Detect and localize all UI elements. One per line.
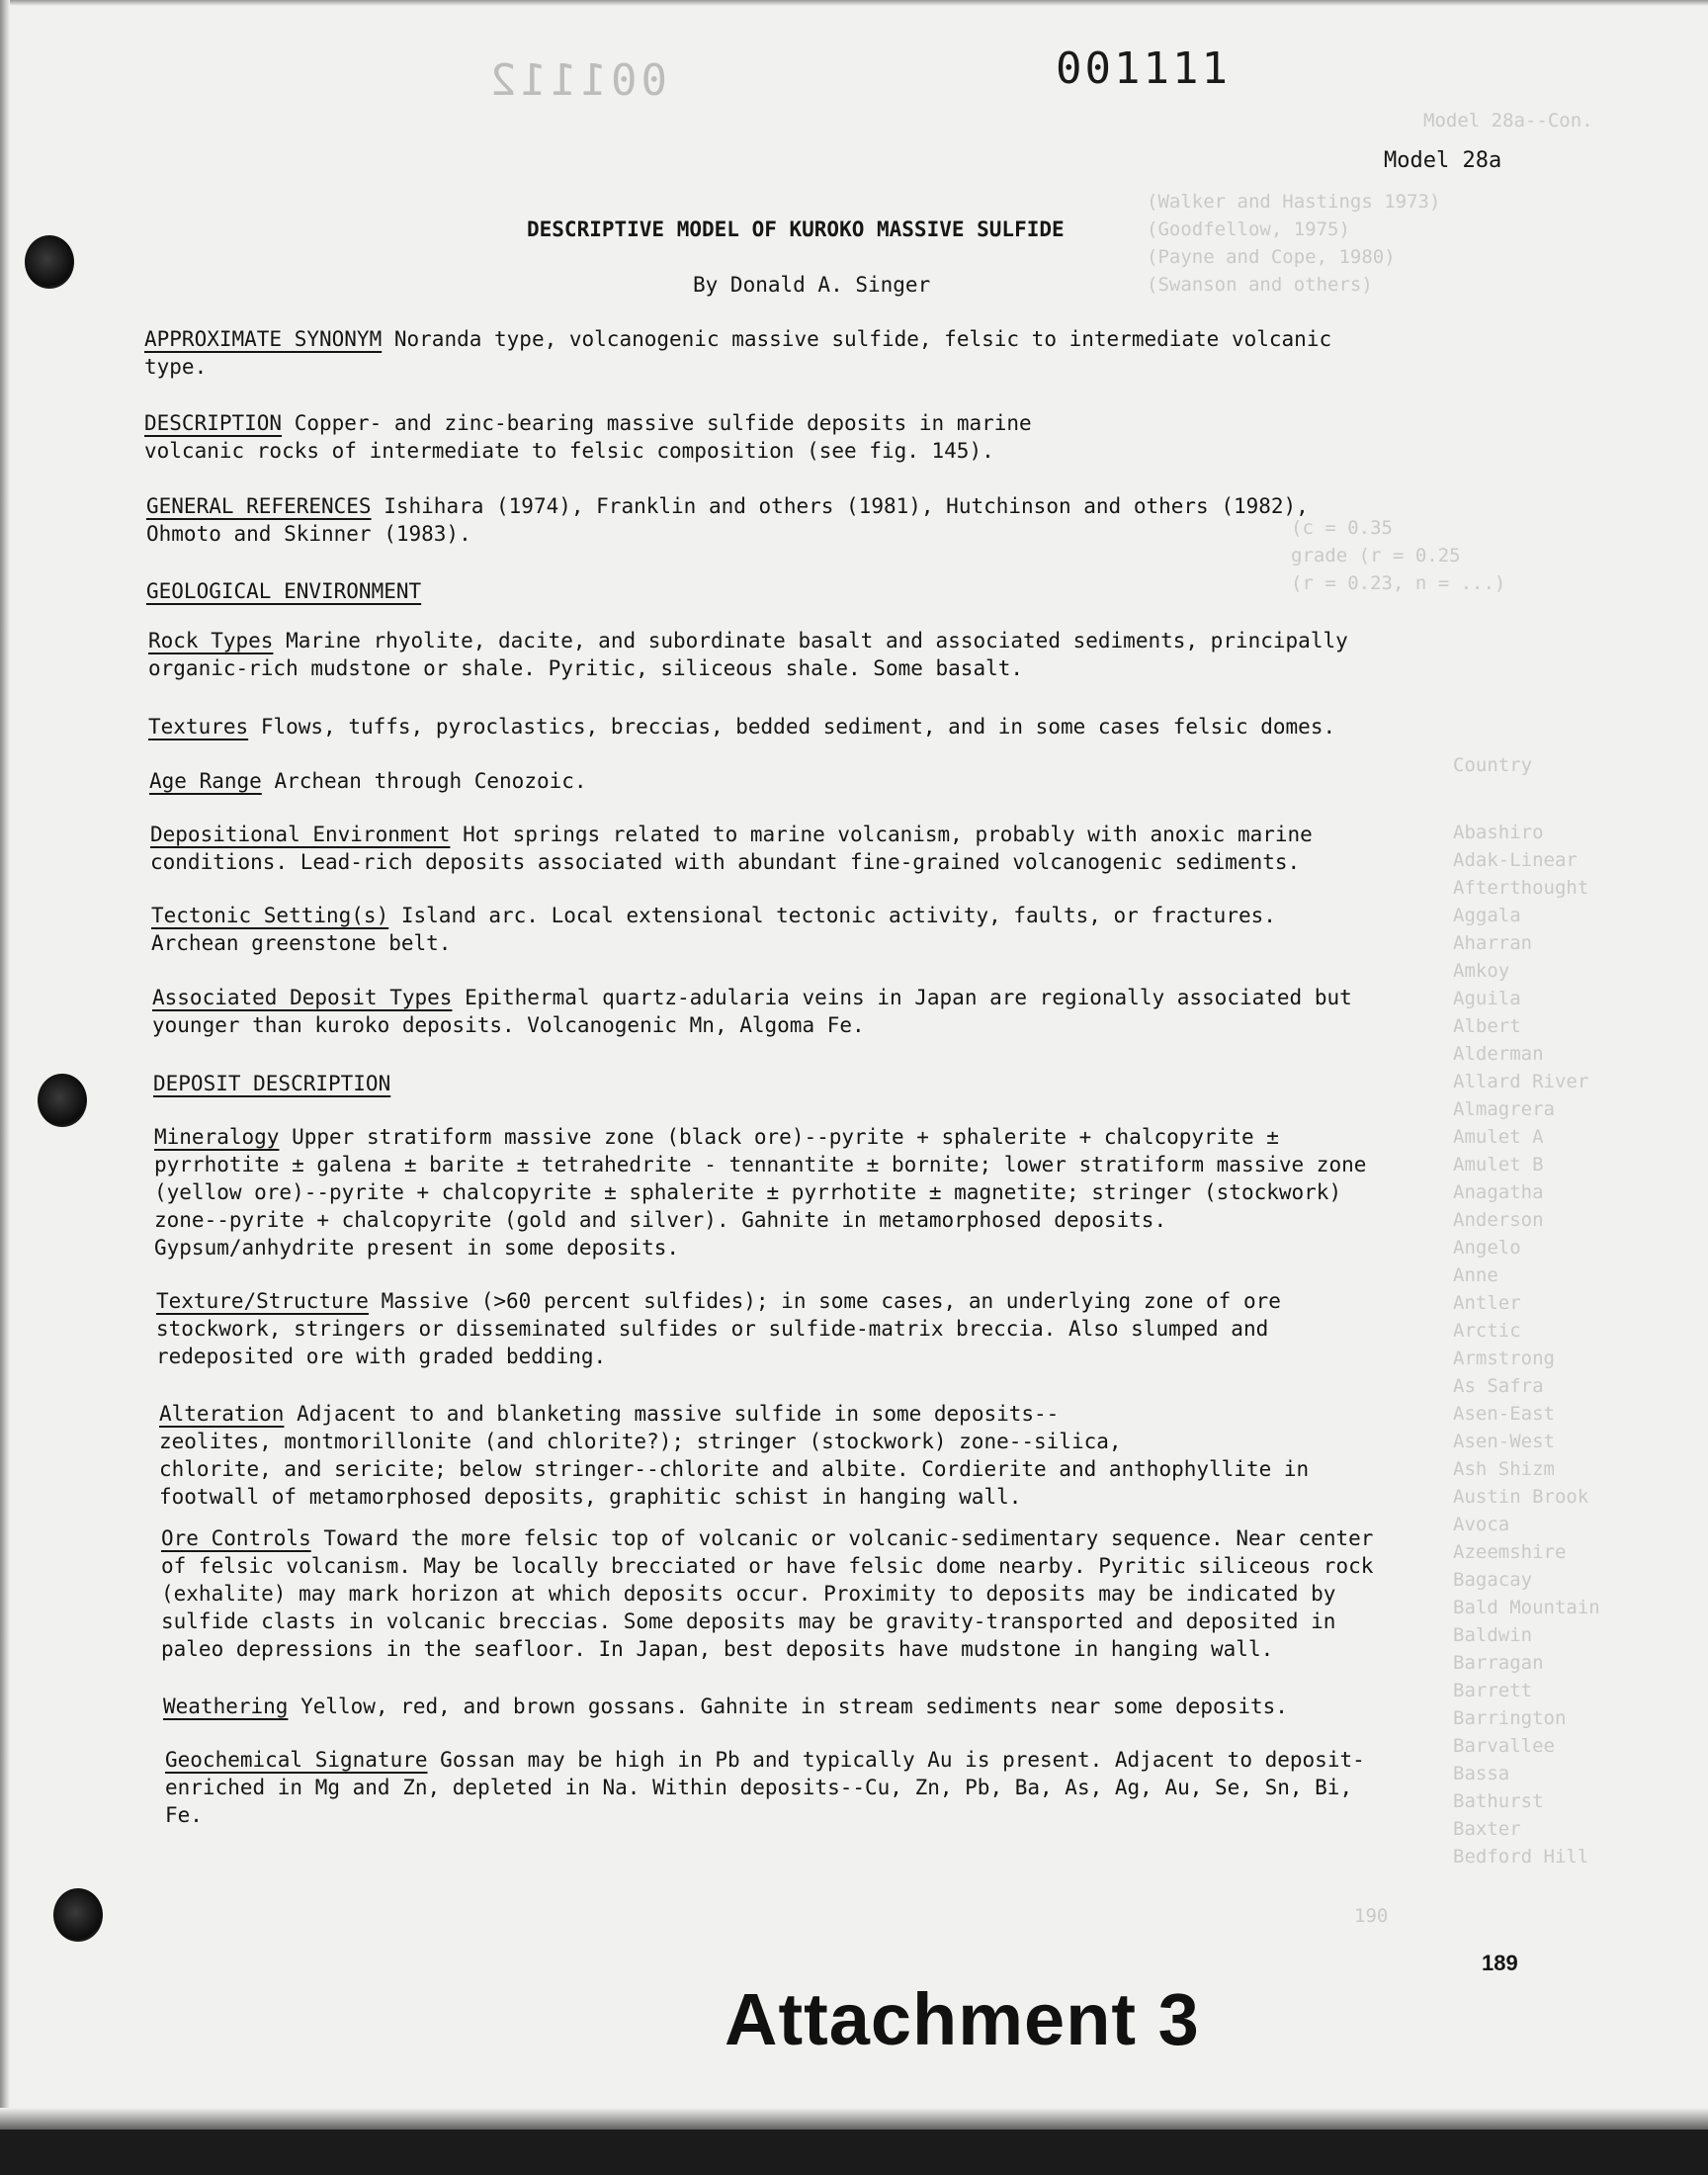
section-label: Ore Controls	[161, 1526, 311, 1550]
bleed-through-text: Model 28a--Con.	[1423, 110, 1593, 131]
author-byline: By Donald A. Singer	[693, 273, 931, 297]
section-label: GENERAL REFERENCES	[146, 494, 372, 518]
section-text: Adjacent to and blanketing massive sulfide in some deposits-- zeolites, montmorillonite (and chlorite?); stringer (stockwork) zone--silica, chlorite, and sericite; below stringer--chlorite and albite. Cordierite and anthophyllite in footwall of metamorphosed deposits, graphitic schist in hanging wall.	[159, 1402, 1310, 1509]
section-geochemical-signature	[165, 1746, 1365, 1829]
section-label: APPROXIMATE SYNONYM	[144, 327, 383, 351]
page-edge-shadow	[0, 0, 1708, 6]
section-approximate-synonym	[144, 325, 1331, 381]
section-text: Copper- and zinc-bearing massive sulfide deposits in marine volcanic rocks of intermediate to felsic composition (see fig. 145).	[144, 411, 1032, 463]
section-description	[144, 409, 1032, 465]
punch-hole	[38, 1074, 87, 1127]
section-label: Geochemical Signature	[165, 1748, 428, 1772]
bleed-through-text: (c = 0.35 grade (r = 0.25 (r = 0.23, n = ...)	[1291, 517, 1506, 594]
section-text: Flows, tuffs, pyroclastics, breccias, bedded sediment, and in some cases felsic domes.	[260, 715, 1336, 739]
section-label: Weathering	[163, 1695, 289, 1718]
section-text: Ishihara (1974), Franklin and others (1981), Hutchinson and others (1982), Ohmoto and Skinner (1983).	[146, 494, 1309, 546]
section-label: Depositional Environment	[150, 823, 451, 846]
section-tectonic-setting	[151, 902, 1276, 957]
bleed-through-text: Abashiro Adak-Linear Afterthought Aggala Aharran Amkoy Aguila Albert Alderman Allard River Almagrera Amulet A Amulet B Anagatha Anderson Angelo Anne Antler Arctic Armstrong As Safra Asen-East Asen-West Ash Shizm Austin Brook Avoca Azeemshire Bagacay Bald Mountain Baldwin Barragan Barrett Barrington Barvallee Bassa Bathurst Baxter Bedford Hill	[1453, 822, 1600, 1868]
punch-hole	[25, 235, 74, 289]
section-textures	[148, 713, 1335, 740]
document-number: 001111	[1056, 44, 1231, 94]
section-text: Marine rhyolite, dacite, and subordinate basalt and associated sediments, principally organic-rich mudstone or shale. Pyritic, siliceous shale. Some basalt.	[148, 629, 1348, 680]
section-geological-environment	[146, 577, 421, 605]
bleed-through-text: (Walker and Hastings 1973) (Goodfellow, 1975) (Payne and Cope, 1980) (Swanson and others)	[1147, 191, 1441, 296]
page-number: 189	[1482, 1951, 1518, 1975]
section-age-range	[149, 767, 587, 795]
section-text: Island arc. Local extensional tectonic activity, faults, or fractures. Archean greenstone belt.	[151, 904, 1276, 955]
section-label: Associated Deposit Types	[152, 986, 453, 1009]
section-text: Upper stratiform massive zone (black ore)--pyrite + sphalerite + chalcopyrite ± pyrrhotite ± galena ± barite ± tetrahedrite - tennantite ± bornite; lower stratiform massive zone (yellow ore)--pyrite + chalcopyrite ± sphalerite ± pyrrhotite ± magnetite; stringer (stockwork) zone--pyrite + chalcopyrite (gold and silver). Gahnite in metamorphosed deposits. Gypsum/anhydrite present in some deposits.	[154, 1125, 1367, 1260]
section-associated-deposit-types	[152, 984, 1352, 1039]
section-label: Rock Types	[148, 629, 274, 652]
section-general-references	[146, 492, 1309, 548]
section-label: Tectonic Setting(s)	[151, 904, 389, 927]
section-text: Yellow, red, and brown gossans. Gahnite in stream sediments near some deposits.	[300, 1695, 1288, 1718]
punch-hole	[53, 1888, 103, 1942]
document-title: DESCRIPTIVE MODEL OF KUROKO MASSIVE SULFIDE	[527, 218, 1065, 241]
section-text: Noranda type, volcanogenic massive sulfide, felsic to intermediate volcanic type.	[144, 327, 1332, 379]
section-label: Alteration	[159, 1402, 285, 1426]
section-depositional-environment	[150, 821, 1313, 876]
model-label: Model 28a	[1384, 148, 1502, 173]
scan-bottom-edge	[0, 2130, 1708, 2175]
attachment-label: Attachment 3	[725, 1978, 1200, 2060]
section-text: Epithermal quartz-adularia veins in Japan are regionally associated but younger than kuroko deposits. Volcanogenic Mn, Algoma Fe.	[152, 986, 1352, 1037]
section-label: Textures	[148, 715, 249, 739]
section-label: Texture/Structure	[156, 1289, 369, 1313]
section-alteration	[159, 1400, 1309, 1511]
section-mineralogy	[154, 1123, 1366, 1262]
bleed-through-text: 190	[1354, 1905, 1389, 1927]
section-text: Gossan may be high in Pb and typically Au is present. Adjacent to deposit- enriched in Mg and Zn, depleted in Na. Within deposits--Cu, Zn, Pb, Ba, As, Ag, Au, Se, Sn, Bi, Fe.	[165, 1748, 1365, 1827]
section-texture-structure	[156, 1287, 1281, 1370]
section-rock-types	[148, 627, 1348, 682]
section-label: Age Range	[149, 769, 262, 793]
section-label: DEPOSIT DESCRIPTION	[153, 1072, 391, 1095]
section-ore-controls	[161, 1524, 1373, 1663]
section-text: Massive (>60 percent sulfides); in some cases, an underlying zone of ore stockwork, stringers or disseminated sulfides or sulfide-matrix breccia. Also slumped and redeposited ore with graded bedding.	[156, 1289, 1281, 1368]
bleed-through-text: Country	[1453, 754, 1533, 776]
section-text: Archean through Cenozoic.	[274, 769, 587, 793]
section-deposit-description	[153, 1070, 390, 1097]
section-label: DESCRIPTION	[144, 411, 283, 435]
scan-bottom-shadow	[0, 2108, 1708, 2132]
section-label: GEOLOGICAL ENVIRONMENT	[146, 579, 422, 603]
bleed-through-number: 001112	[486, 55, 667, 106]
page-edge-shadow-left	[0, 0, 10, 2175]
section-weathering	[163, 1693, 1288, 1720]
section-text: Hot springs related to marine volcanism, probably with anoxic marine conditions. Lead-rich deposits associated with abundant fine-grained volcanogenic sediments.	[150, 823, 1313, 874]
section-label: Mineralogy	[154, 1125, 280, 1149]
section-text: Toward the more felsic top of volcanic or volcanic-sedimentary sequence. Near center of felsic volcanism. May be locally brecciated or have felsic dome nearby. Pyritic siliceous rock (exhalite) may mark horizon at which deposits occur. Proximity to deposits may be indicated by sulfide clasts in volcanic breccias. Some deposits may be gravity-transported and deposited in paleo depressions in the seafloor. In Japan, best deposits have mudstone in hanging wall.	[161, 1526, 1374, 1661]
